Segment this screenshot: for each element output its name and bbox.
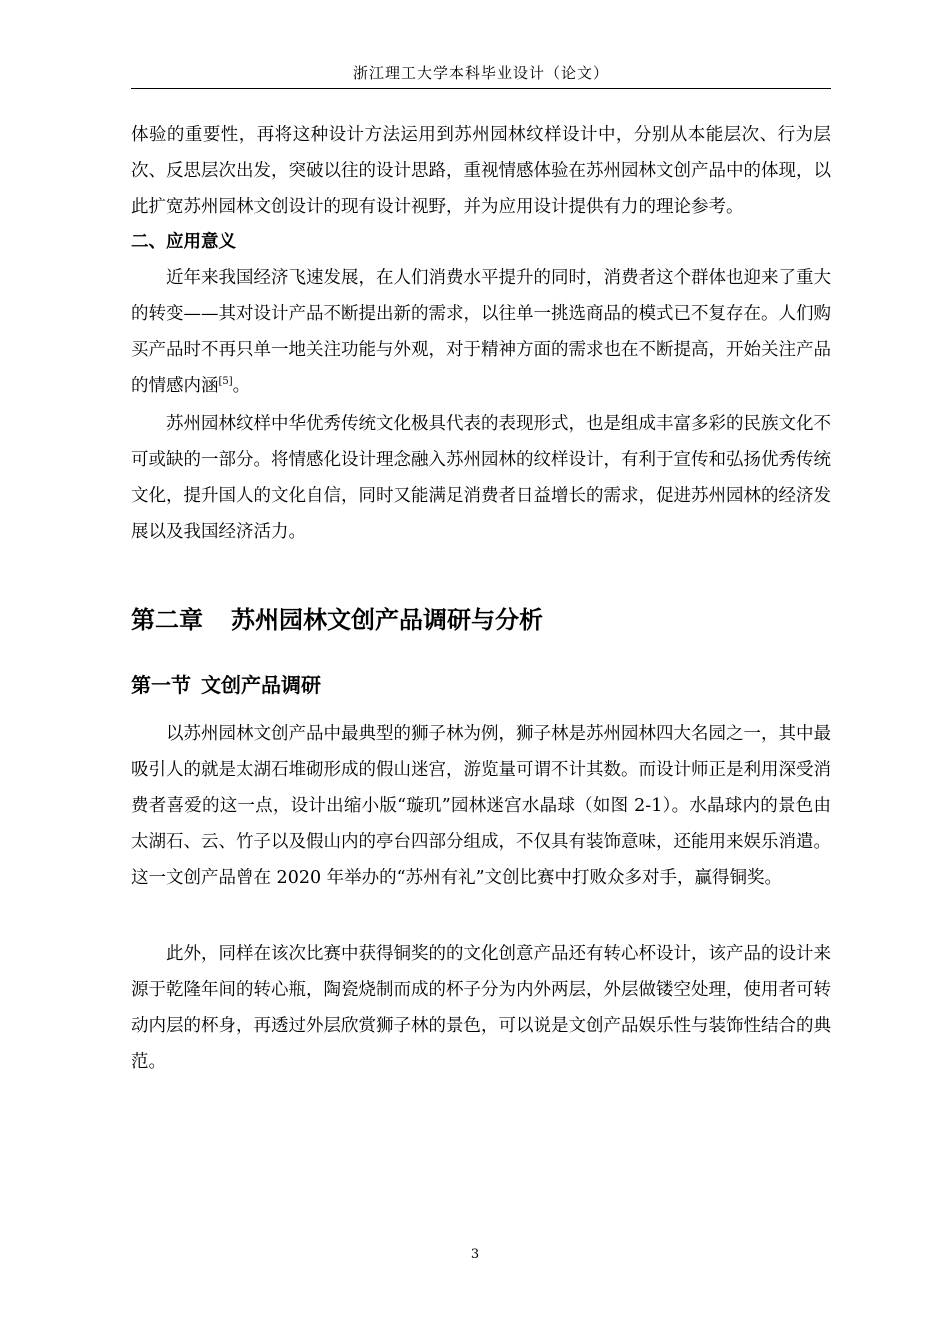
citation-reference: [5] [218,376,233,388]
application-paragraph-2: 苏州园林纹样中华优秀传统文化极具代表的表现形式，也是组成丰富多彩的民族文化不可或缺的一部分。将情感化设计理念融入苏州园林的纹样设计，有利于宣传和弘扬优秀传统文化，提升国人的文化自信，同时又能满足消费者日益增长的需求，促进苏州园林的经济发展以及我国经济活力。 [131,414,831,542]
chapter-label: 第二章 [131,606,203,634]
header-rule [131,88,831,89]
application-paragraph-1-end: 。 [232,376,251,396]
section-title-text: 文创产品调研 [201,673,321,697]
chapter-title [131,600,543,640]
research-paragraph-1: 以苏州园林文创产品中最典型的狮子林为例，狮子林是苏州园林四大名园之一，其中最吸引人的就是太湖石堆砌形成的假山迷宫，游览量可谓不计其数。而设计师正是利用深受消费者喜爱的这一点，设计出缩小版“璇玑”园林迷宫水晶球（如图 2-1）。水晶球内的景色由太湖石、云、竹子以及假山内的亭台四部分组成，不仅具有装饰意味，还能用来娱乐消遣。这一文创产品曾在 2020 年举办的“苏州有礼”文创比赛中打败众多对手，赢得铜奖。 [131,724,831,888]
section-title [131,668,321,702]
page-number: 3 [470,1247,480,1262]
application-paragraph-1 [131,260,831,404]
heading-application-significance: 二、应用意义 [131,232,236,252]
chapter-title-text: 苏州园林文创产品调研与分析 [231,606,543,634]
running-header: 浙江理工大学本科毕业设计（论文） [352,64,609,82]
section-label: 第一节 [131,673,191,697]
application-paragraph-1-text: 近年来我国经济飞速发展，在人们消费水平提升的同时，消费者这个群体也迎来了重大的转变——其对设计产品不断提出新的需求，以往单一挑选商品的模式已不复存在。人们购买产品时不再只单一地关注功能与外观，对于精神方面的需求也在不断提高，开始关注产品的情感内涵 [131,268,831,396]
intro-continuation-paragraph: 体验的重要性，再将这种设计方法运用到苏州园林纹样设计中，分别从本能层次、行为层次、反思层次出发，突破以往的设计思路，重视情感体验在苏州园林文创产品中的体现，以此扩宽苏州园林文创设计的现有设计视野，并为应用设计提供有力的理论参考。 [131,125,831,217]
research-paragraph-2: 此外，同样在该次比赛中获得铜奖的的文化创意产品还有转心杯设计，该产品的设计来源于乾隆年间的转心瓶，陶瓷烧制而成的杯子分为内外两层，外层做镂空处理，使用者可转动内层的杯身，再透过外层欣赏狮子林的景色，可以说是文创产品娱乐性与装饰性结合的典范。 [131,944,831,1072]
